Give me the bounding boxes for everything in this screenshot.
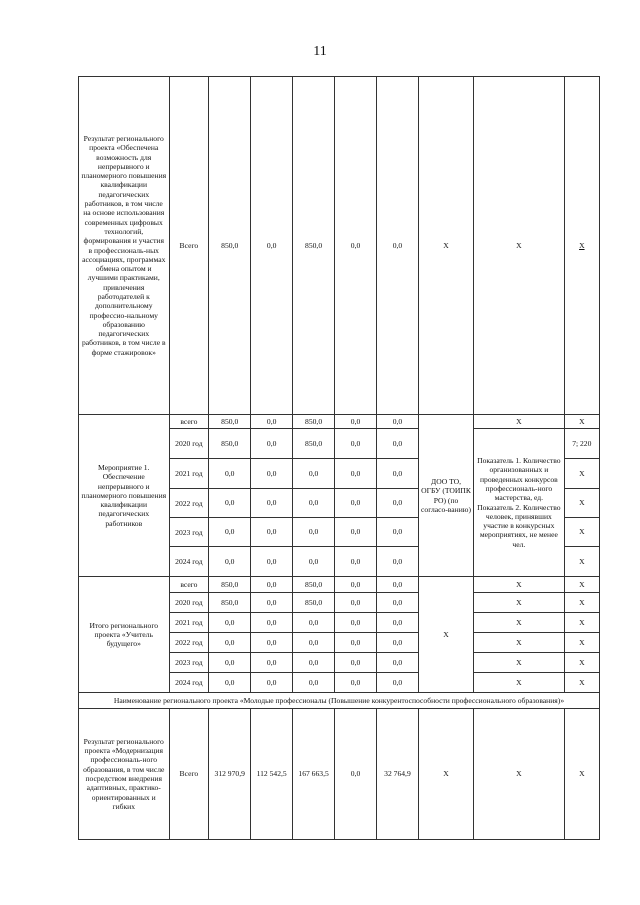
total-value: 0,0 <box>293 633 335 653</box>
total-value: 0,0 <box>335 633 377 653</box>
total-value: 0,0 <box>209 673 251 693</box>
result-2-executor: Х <box>418 709 473 840</box>
activity-value: 850,0 <box>209 415 251 429</box>
total-value: 0,0 <box>335 673 377 693</box>
result-2-value-local: 0,0 <box>335 709 377 840</box>
activity-period: 2022 год <box>169 489 209 518</box>
total-value: 0,0 <box>335 577 377 593</box>
activity-executor: ДОО ТО, ОГБУ (ТОИПК РО) (по согласо-ванию) <box>418 415 473 577</box>
result-row-2 <box>79 709 600 840</box>
activity-value: 0,0 <box>251 429 293 459</box>
total-indicator: Х <box>474 593 565 613</box>
total-indicator: Х <box>474 577 565 593</box>
total-value: 0,0 <box>376 633 418 653</box>
total-value: 0,0 <box>293 613 335 633</box>
total-value: 0,0 <box>251 593 293 613</box>
project-heading-row <box>79 693 600 709</box>
total-value: 0,0 <box>251 613 293 633</box>
activity-value: 0,0 <box>251 415 293 429</box>
total-value: 850,0 <box>209 593 251 613</box>
activity-value: 0,0 <box>376 459 418 489</box>
activity-indicator-total: Х <box>474 415 565 429</box>
activity-value: 0,0 <box>293 547 335 577</box>
activity-value: 0,0 <box>209 547 251 577</box>
activity-row-total <box>79 415 600 429</box>
activity-period: 2024 год <box>169 547 209 577</box>
total-target: Х <box>564 653 599 673</box>
total-value: 0,0 <box>335 653 377 673</box>
total-target: Х <box>564 613 599 633</box>
total-target: Х <box>564 577 599 593</box>
total-value: 0,0 <box>209 653 251 673</box>
project-heading: Наименование регионального проекта «Молодые профессионалы (Повышение конкурентоспособности профессионального образования)» <box>79 693 600 709</box>
activity-value: 0,0 <box>376 429 418 459</box>
total-value: 0,0 <box>209 613 251 633</box>
activity-value: 0,0 <box>335 547 377 577</box>
total-value: 0,0 <box>251 633 293 653</box>
activity-value: 0,0 <box>251 489 293 518</box>
total-value: 850,0 <box>293 593 335 613</box>
total-value: 0,0 <box>335 593 377 613</box>
total-value: 0,0 <box>251 673 293 693</box>
activity-value: 850,0 <box>293 415 335 429</box>
activity-value: 0,0 <box>251 459 293 489</box>
result-2-description: Результат регионального проекта «Модернизация профессиональ-ного образования, в том числе посредством внедрения адаптивных, практико-ориентированных и гибких <box>79 709 170 840</box>
activity-value: 0,0 <box>251 518 293 547</box>
activity-value: 0,0 <box>335 459 377 489</box>
activity-value: 0,0 <box>335 415 377 429</box>
activity-target: Х <box>564 547 599 577</box>
total-executor: Х <box>418 577 473 693</box>
result-1-period: Всего <box>169 77 209 415</box>
total-description: Итого регионального проекта «Учитель будущего» <box>79 577 170 693</box>
total-value: 850,0 <box>293 577 335 593</box>
activity-value: 0,0 <box>209 489 251 518</box>
result-2-value-federal: 112 542,5 <box>251 709 293 840</box>
activity-value: 0,0 <box>251 547 293 577</box>
total-target: Х <box>564 593 599 613</box>
program-table <box>78 76 600 840</box>
result-1-description: Результат регионального проекта «Обеспечена возможность для непрерывного и планомерного повышения квалификации педагогических работников, в том числе на основе использования современных цифровых технологий, формирования и участия в профессиональ-ных ассоциациях, программах обмена опытом и лучшими практиками, привлечения работодателей к дополнительному профессио-нальному образованию педагогических работников, в том числе в форме стажировок» <box>79 77 170 415</box>
total-target: Х <box>564 633 599 653</box>
result-1-indicator: Х <box>474 77 565 415</box>
activity-target-total: Х <box>564 415 599 429</box>
total-indicator: Х <box>474 613 565 633</box>
activity-value: 0,0 <box>293 489 335 518</box>
result-2-target: Х <box>564 709 599 840</box>
total-value: 0,0 <box>251 577 293 593</box>
total-value: 0,0 <box>376 653 418 673</box>
activity-value: 0,0 <box>293 518 335 547</box>
activity-value: 0,0 <box>209 518 251 547</box>
result-row-1 <box>79 77 600 415</box>
result-1-target: Х <box>564 77 599 415</box>
total-period: 2021 год <box>169 613 209 633</box>
result-1-value-local: 0,0 <box>335 77 377 415</box>
activity-value: 0,0 <box>209 459 251 489</box>
result-2-indicator: Х <box>474 709 565 840</box>
page-number: 11 <box>313 44 327 59</box>
activity-target: Х <box>564 518 599 547</box>
total-value: 0,0 <box>335 613 377 633</box>
total-value: 0,0 <box>251 653 293 673</box>
activity-value: 850,0 <box>293 429 335 459</box>
result-1-value-other: 0,0 <box>376 77 418 415</box>
total-value: 0,0 <box>293 653 335 673</box>
total-value: 850,0 <box>209 577 251 593</box>
activity-value: 0,0 <box>376 489 418 518</box>
result-1-value-federal: 0,0 <box>251 77 293 415</box>
activity-period: 2021 год <box>169 459 209 489</box>
total-value: 0,0 <box>376 673 418 693</box>
activity-period: 2020 год <box>169 429 209 459</box>
activity-value: 0,0 <box>335 429 377 459</box>
total-indicator: Х <box>474 673 565 693</box>
total-indicator: Х <box>474 633 565 653</box>
total-period: 2024 год <box>169 673 209 693</box>
result-1-value-regional: 850,0 <box>293 77 335 415</box>
activity-value: 0,0 <box>376 547 418 577</box>
activity-value: 0,0 <box>376 415 418 429</box>
activity-target: Х <box>564 489 599 518</box>
result-2-value-total: 312 970,9 <box>209 709 251 840</box>
result-1-value-total: 850,0 <box>209 77 251 415</box>
activity-value: 0,0 <box>376 518 418 547</box>
activity-target: Х <box>564 459 599 489</box>
total-period: всего <box>169 577 209 593</box>
result-2-value-regional: 167 663,5 <box>293 709 335 840</box>
total-period: 2020 год <box>169 593 209 613</box>
total-indicator: Х <box>474 653 565 673</box>
activity-target: 7; 220 <box>564 429 599 459</box>
activity-indicators: Показатель 1. Количество организованных и проведенных конкурсов профессиональ-ного мастерства, ед. Показатель 2. Количество человек, принявших участие в конкурсных мероприятиях, не менее чел. <box>474 429 565 577</box>
activity-description: Мероприятие 1. Обеспечение непрерывного и планомерного повышения квалификации педагогических работников <box>79 415 170 577</box>
result-2-period: Всего <box>169 709 209 840</box>
activity-value: 0,0 <box>335 518 377 547</box>
total-value: 0,0 <box>376 613 418 633</box>
activity-period: 2023 год <box>169 518 209 547</box>
total-period: 2022 год <box>169 633 209 653</box>
total-value: 0,0 <box>293 673 335 693</box>
activity-period: всего <box>169 415 209 429</box>
activity-value: 850,0 <box>209 429 251 459</box>
activity-value: 0,0 <box>335 489 377 518</box>
total-value: 0,0 <box>209 633 251 653</box>
result-2-value-other: 32 764,9 <box>376 709 418 840</box>
result-1-executor: Х <box>418 77 473 415</box>
total-value: 0,0 <box>376 593 418 613</box>
total-value: 0,0 <box>376 577 418 593</box>
total-period: 2023 год <box>169 653 209 673</box>
activity-value: 0,0 <box>293 459 335 489</box>
total-row-all <box>79 577 600 593</box>
total-target: Х <box>564 673 599 693</box>
